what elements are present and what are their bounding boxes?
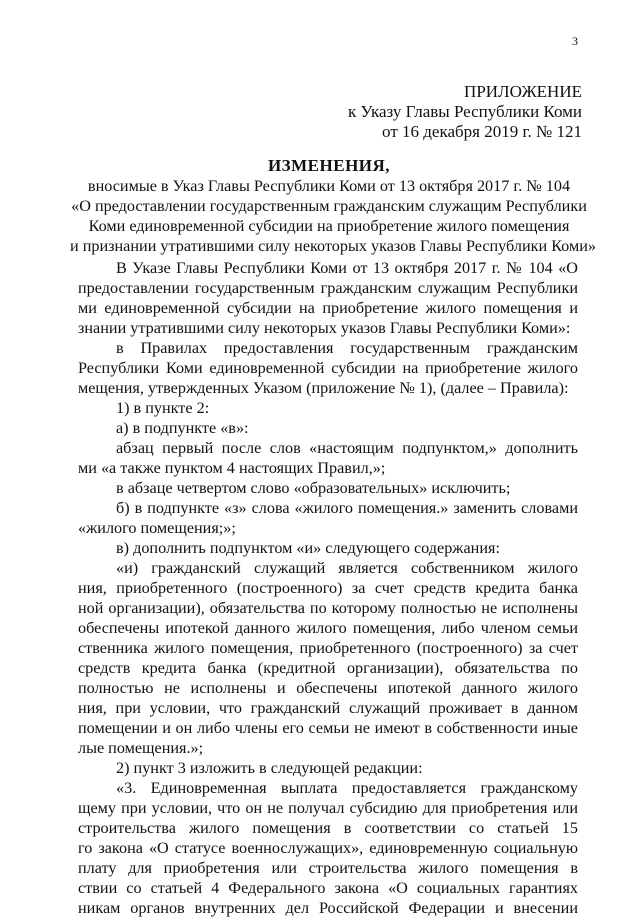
appendix-block	[282, 82, 582, 142]
body-line: в Правилах предоставления государственным гражданским	[116, 339, 578, 357]
body-line: го закона «О статусе военнослужащих», единовременную социальную	[78, 839, 578, 857]
body-line: 1) в пункте 2:	[116, 399, 210, 417]
body-line: в) дополнить подпунктом «и» следующего содержания:	[116, 539, 500, 557]
body-line: лые помещения.»;	[78, 739, 204, 757]
appendix-date: от 16 декабря 2019 г. № 121	[382, 122, 582, 141]
body-line: Республики Коми единовременной субсидии на приобретение жилого	[78, 359, 578, 377]
body-line: абзац первый после слов «настоящим подпунктом,» дополнить	[116, 439, 578, 457]
body-line: ми единовременной субсидии на приобретение жилого помещения и	[78, 299, 578, 317]
body-line: б) в подпункте «з» слова «жилого помещения.» заменить словами	[116, 499, 578, 517]
body-line: 2) пункт 3 изложить в следующей редакции:	[116, 759, 423, 777]
body-line: «и) гражданский служащий является собственником жилого	[116, 559, 578, 577]
document-body	[78, 258, 578, 918]
body-line: никам органов внутренних дел Российской Федерации и внесении	[78, 899, 578, 917]
body-line: «3. Единовременная выплата предоставляется гражданскому	[116, 779, 578, 797]
body-line: плату для приобретения или строительства жилого помещения в	[78, 859, 578, 877]
heading-line: Коми единовременной субсидии на приобретение жилого помещения	[88, 217, 570, 235]
body-line: помещении и он либо члены его семьи не имеют в собственности иные	[78, 719, 578, 737]
body-line: в абзаце четвертом слово «образовательных» исключить;	[116, 479, 511, 497]
body-line: а) в подпункте «в»:	[116, 419, 249, 437]
body-line: знании утратившими силу некоторых указов Главы Республики Коми»:	[78, 319, 571, 337]
body-line: ния, при условии, что гражданский служащий проживает в данном	[78, 699, 578, 717]
body-line: средств кредита банка (кредитной организации), обязательства по	[78, 659, 578, 677]
document-heading	[70, 156, 596, 256]
heading-title: ИЗМЕНЕНИЯ,	[267, 156, 391, 175]
body-line: ственника жилого помещения, приобретенного (построенного) за счет	[78, 639, 578, 657]
appendix-title: ПРИЛОЖЕНИЕ	[464, 82, 582, 101]
heading-line: и признании утратившими силу некоторых указов Главы Республики Коми»	[70, 237, 596, 255]
body-line: мещения, утвержденных Указом (приложение № 1), (далее – Правила):	[78, 379, 569, 397]
body-line: ствии со статьей 4 Федерального закона «О социальных гарантиях	[78, 879, 578, 897]
body-line: ми «а также пунктом 4 настоящих Правил,»;	[78, 459, 386, 477]
body-line: «жилого помещения;»;	[78, 519, 236, 537]
body-line: строительства жилого помещения в соответствии со статьей 15	[78, 819, 578, 837]
heading-line: «О предоставлении государственным гражданским служащим Республики	[71, 197, 587, 215]
appendix-decree-ref: к Указу Главы Республики Коми	[347, 102, 582, 121]
page-number: 3	[572, 34, 578, 48]
body-line: обеспечены ипотекой данного жилого помещения, либо членом семьи	[78, 619, 578, 637]
body-line: ной организации), обязательства по которому полностью не исполнены	[78, 599, 578, 617]
heading-line: вносимые в Указ Главы Республики Коми от 13 октября 2017 г. № 104	[87, 177, 571, 195]
body-line: щему при условии, что он не получал субсидию для приобретения или	[78, 799, 578, 817]
body-line: полностью не исполнены и обеспечены ипотекой данного жилого	[78, 679, 578, 697]
body-line: В Указе Главы Республики Коми от 13 октября 2017 г. № 104 «О	[116, 259, 578, 277]
body-line: ния, приобретенного (построенного) за счет средств кредита банка	[78, 579, 578, 597]
body-line: предоставлении государственным гражданским служащим Республики	[78, 279, 578, 297]
